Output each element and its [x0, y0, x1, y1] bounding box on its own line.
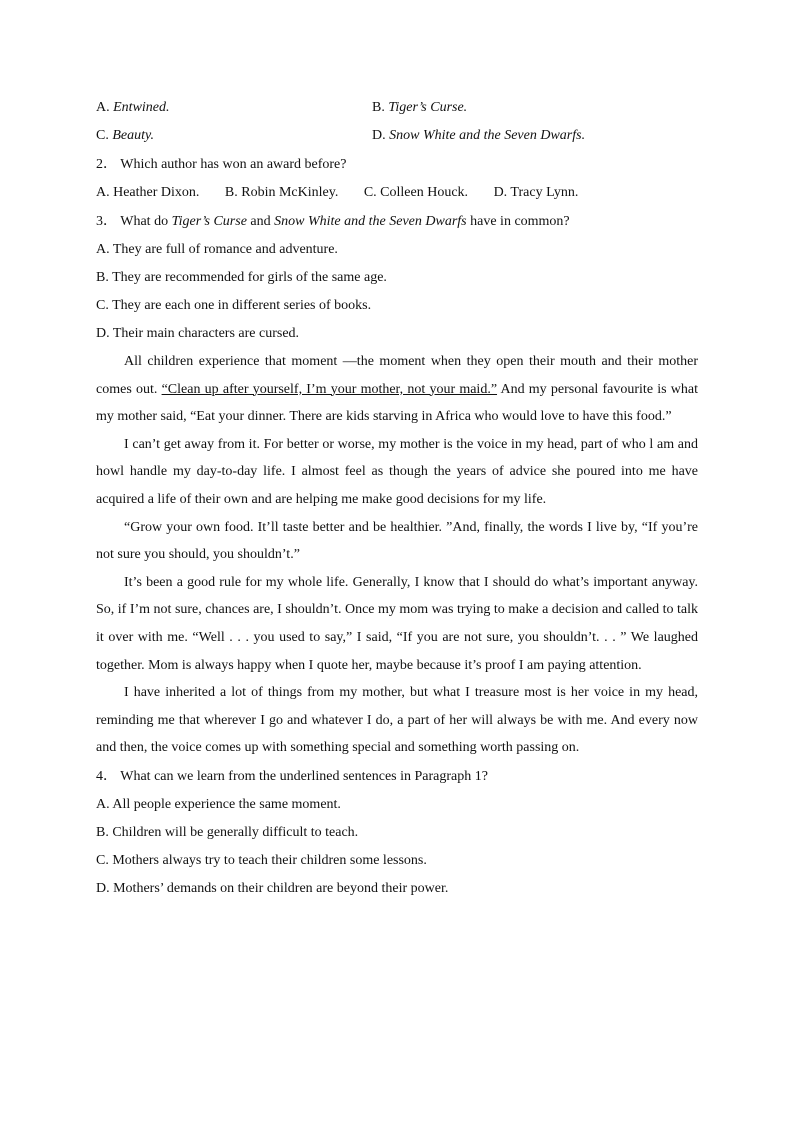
- q4-option-d[interactable]: D. Mothers’ demands on their children are beyond their power.: [96, 880, 449, 896]
- q2-option-d[interactable]: D. Tracy Lynn.: [493, 185, 579, 200]
- q2-option-b[interactable]: B. Robin McKinley.: [224, 185, 339, 200]
- document-page: [96, 94, 698, 903]
- q1-option-b[interactable]: B. Tiger’s Curse.: [372, 100, 468, 115]
- q1-option-c[interactable]: C. Beauty.: [96, 128, 154, 143]
- q1-options-row-1: [96, 94, 698, 122]
- q2-option-c[interactable]: C. Colleen Houck.: [363, 185, 469, 200]
- passage-paragraph-1: All children experience that moment —the moment when they open their mouth and their mother comes out. “Clean up after yourself, I’m your mother, not your maid.” And my personal favourite is what my mother said, “Eat your dinner. There are kids starving in Africa who would love to have this food.”: [96, 354, 698, 425]
- q3-stem: 3． What do Tiger’s Curse and Snow White and the Seven Dwarfs have in common?: [96, 214, 570, 229]
- passage-paragraph-3: “Grow your own food. It’ll taste better and be healthier. ”And, finally, the words I live by, “If you’re not sure you should, you shouldn’t.”: [96, 519, 698, 563]
- q1-option-b-text: Tiger’s Curse.: [388, 100, 468, 115]
- q1-option-a-text: Entwined.: [113, 100, 170, 115]
- q4-option-b[interactable]: B. Children will be generally difficult to teach.: [96, 824, 359, 840]
- q3-option-c[interactable]: C. They are each one in different series of books.: [96, 298, 372, 313]
- q1-option-c-text: Beauty.: [112, 128, 154, 143]
- q2-stem: 2． Which author has won an award before?: [96, 157, 347, 172]
- passage-paragraph-4: It’s been a good rule for my whole life. Generally, I know that I should do what’s important anyway. So, if I’m not sure, chances are, I shouldn’t. Once my mom was trying to make a decision and called to talk it over with me. “Well . . . you used to say,” I said, “If you are not sure, you shouldn’t. . . ” We laughed together. Mom is always happy when I quote her, maybe because it’s proof I am paying attention.: [96, 574, 698, 673]
- q2-option-a[interactable]: A. Heather Dixon.: [96, 185, 200, 200]
- q1-option-d[interactable]: D. Snow White and the Seven Dwarfs.: [372, 128, 586, 143]
- passage-paragraph-2: I can’t get away from it. For better or worse, my mother is the voice in my head, part of who l am and howl handle my day-to-day life. I almost feel as though the years of advice she poured into me have acquired a life of their own and are helping me make good decisions for my life.: [96, 436, 698, 507]
- q1-options-row-2: [96, 122, 698, 150]
- q1-option-a[interactable]: A. Entwined.: [96, 100, 170, 115]
- q4-option-a[interactable]: A. All people experience the same moment.: [96, 796, 341, 812]
- q3-option-a[interactable]: A. They are full of romance and adventure.: [96, 242, 338, 257]
- underlined-sentences: “Clean up after yourself, I’m your mother, not your maid.”: [161, 381, 498, 397]
- q4-stem: 4． What can we learn from the underlined sentences in Paragraph 1?: [96, 768, 488, 784]
- q2-options: [96, 179, 698, 207]
- q3-option-b[interactable]: B. They are recommended for girls of the same age.: [96, 270, 387, 285]
- passage-paragraph-5: I have inherited a lot of things from my mother, but what I treasure most is her voice in my head, reminding me that wherever I go and whatever I do, a part of her will always be with me. And every now and then, the voice comes up with something special and something worth passing on.: [96, 685, 698, 756]
- q4-option-c[interactable]: C. Mothers always try to teach their children some lessons.: [96, 852, 427, 868]
- q3-option-d[interactable]: D. Their main characters are cursed.: [96, 326, 300, 341]
- q1-option-d-text: Snow White and the Seven Dwarfs.: [389, 128, 586, 143]
